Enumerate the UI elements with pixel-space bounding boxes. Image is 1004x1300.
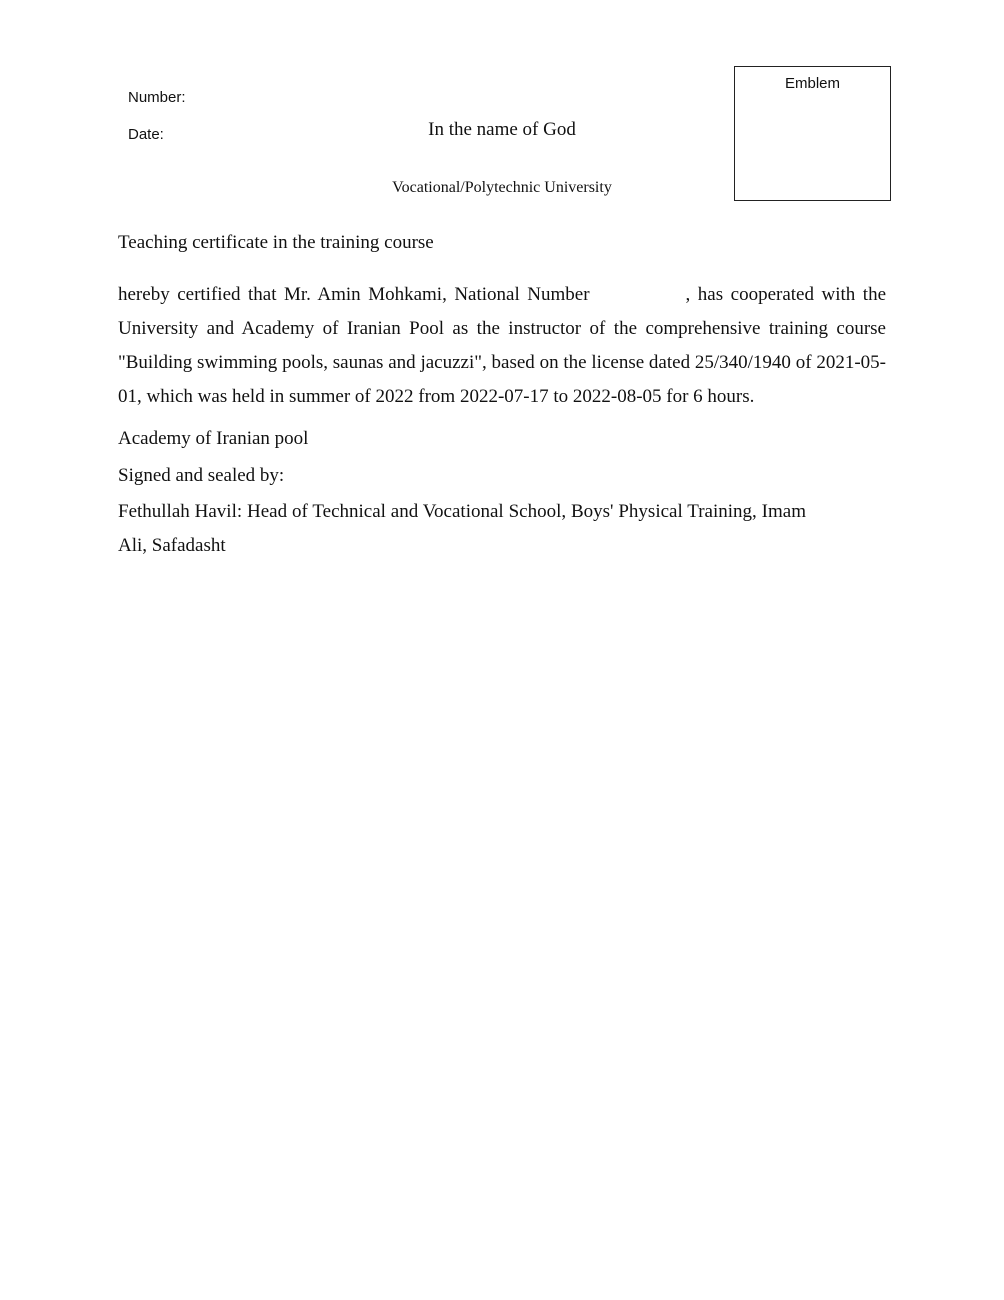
signed-by-label: Signed and sealed by: <box>118 465 285 486</box>
certificate-body <box>118 278 886 414</box>
date-label: Date: <box>128 126 164 143</box>
certificate-body-part2: , has cooperated with the University and Academy of Iranian Pool as the instructor of the comprehensive training course "Building swimming pools, saunas and jacuzzi", based on the license dated 25/340/1940 of 2021-05-01, which was held in summer of 2022 from 2022-07-17 to 2022-08-05 for 6 hours. <box>118 284 887 407</box>
university-name: Vocational/Polytechnic University <box>392 179 612 196</box>
emblem-placeholder-box <box>734 66 891 201</box>
invocation-heading: In the name of God <box>428 119 576 140</box>
certificate-title: Teaching certificate in the training course <box>118 232 434 253</box>
certificate-body-part1: hereby certified that Mr. Amin Mohkami, National Number <box>118 284 590 305</box>
signer-details: Fethullah Havil: Head of Technical and Vocational School, Boys' Physical Training, Imam Ali, Safadasht <box>118 501 806 556</box>
closing-section <box>118 427 886 563</box>
number-label: Number: <box>128 89 186 106</box>
emblem-label: Emblem <box>784 75 840 92</box>
academy-name: Academy of Iranian pool <box>118 428 309 449</box>
